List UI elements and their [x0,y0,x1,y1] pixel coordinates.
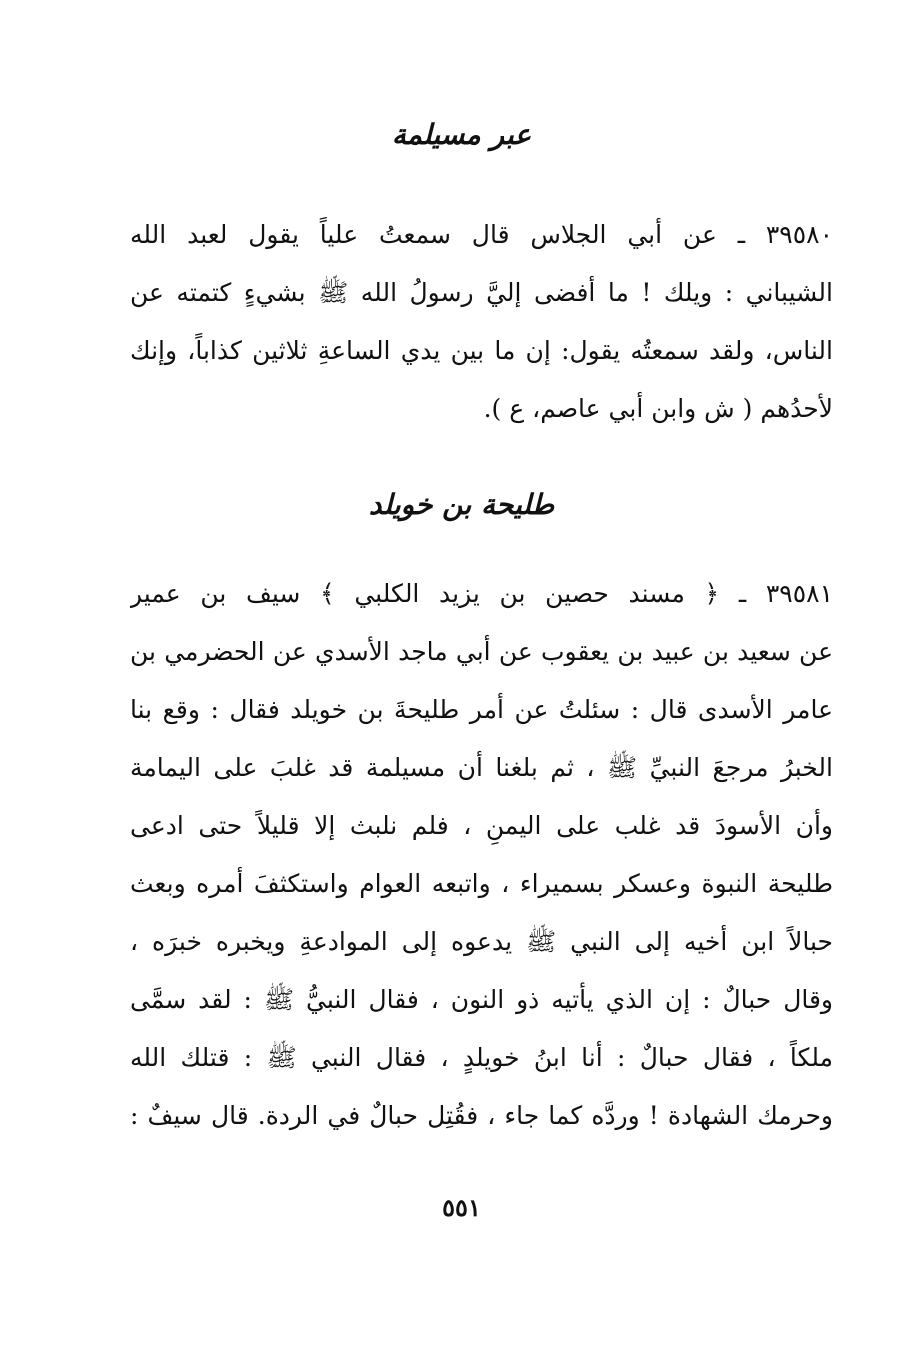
text-line: وحرمك الشهادة ! وردَّه كما جاء ، فقُتِل حبالٌ في الردة. قال سيفٌ : [130,1101,833,1130]
text-line: طليحة النبوة وعسكر بسميراء ، واتبعه العوام واستكثفَ أمره وبعث [130,869,833,898]
text-line: لأحدُهم ( ش وابن أبي عاصم، ع ). [483,394,833,423]
section-heading: طليحة بن خويلد [368,488,555,521]
text-line: ٣٩٥٨٠ ـ عن أبي الجلاس قال سمعتُ علياً يقول لعبد الله [130,220,833,249]
text-line: عامر الأسدى قال : سئلتُ عن أمر طليحةَ بن خويلد فقال : وقع بنا [130,695,833,724]
text-line: عن سعيد بن عبيد بن يعقوب عن أبي ماجد الأسدي عن الحضرمي بن [130,637,833,666]
page-number: ٥٥١ [442,1193,481,1222]
text-line: ٣٩٥٨١ ـ ﴿ مسند حصين بن يزيد الكلبي ﴾ سيف بن عمير [130,579,833,608]
text-line: وقال حبالٌ : إن الذي يأتيه ذو النون ، فقال النبيُّ ﷺ : لقد سمَّى [130,985,833,1014]
text-line: ملكاً ، فقال حبالٌ : أنا ابنُ خويلدٍ ، فقال النبي ﷺ : قتلك الله [130,1043,833,1072]
hadith-paragraph [130,565,833,1145]
section-heading: عبر مسيلمة [391,118,532,151]
text-line: الشيباني : ويلك ! ما أفضى إليَّ رسولُ الله ﷺ بشيءٍ كتمته عن [130,278,833,307]
text-line: الخبرُ مرجعَ النبيِّ ﷺ ، ثم بلغنا أن مسيلمة قد غلبَ على اليمامة [130,753,833,782]
text-line: وأن الأسودَ قد غلب على اليمنِ ، فلم نلبث إلا قليلاً حتى ادعى [130,811,833,840]
text-line: حبالاً ابن أخيه إلى النبي ﷺ يدعوه إلى الموادعةِ ويخبره خبرَه ، [130,927,833,956]
hadith-paragraph [130,206,833,438]
text-line: الناس، ولقد سمعتُه يقول: إن ما بين يدي الساعةِ ثلاثين كذاباً، وإنك [130,336,833,365]
